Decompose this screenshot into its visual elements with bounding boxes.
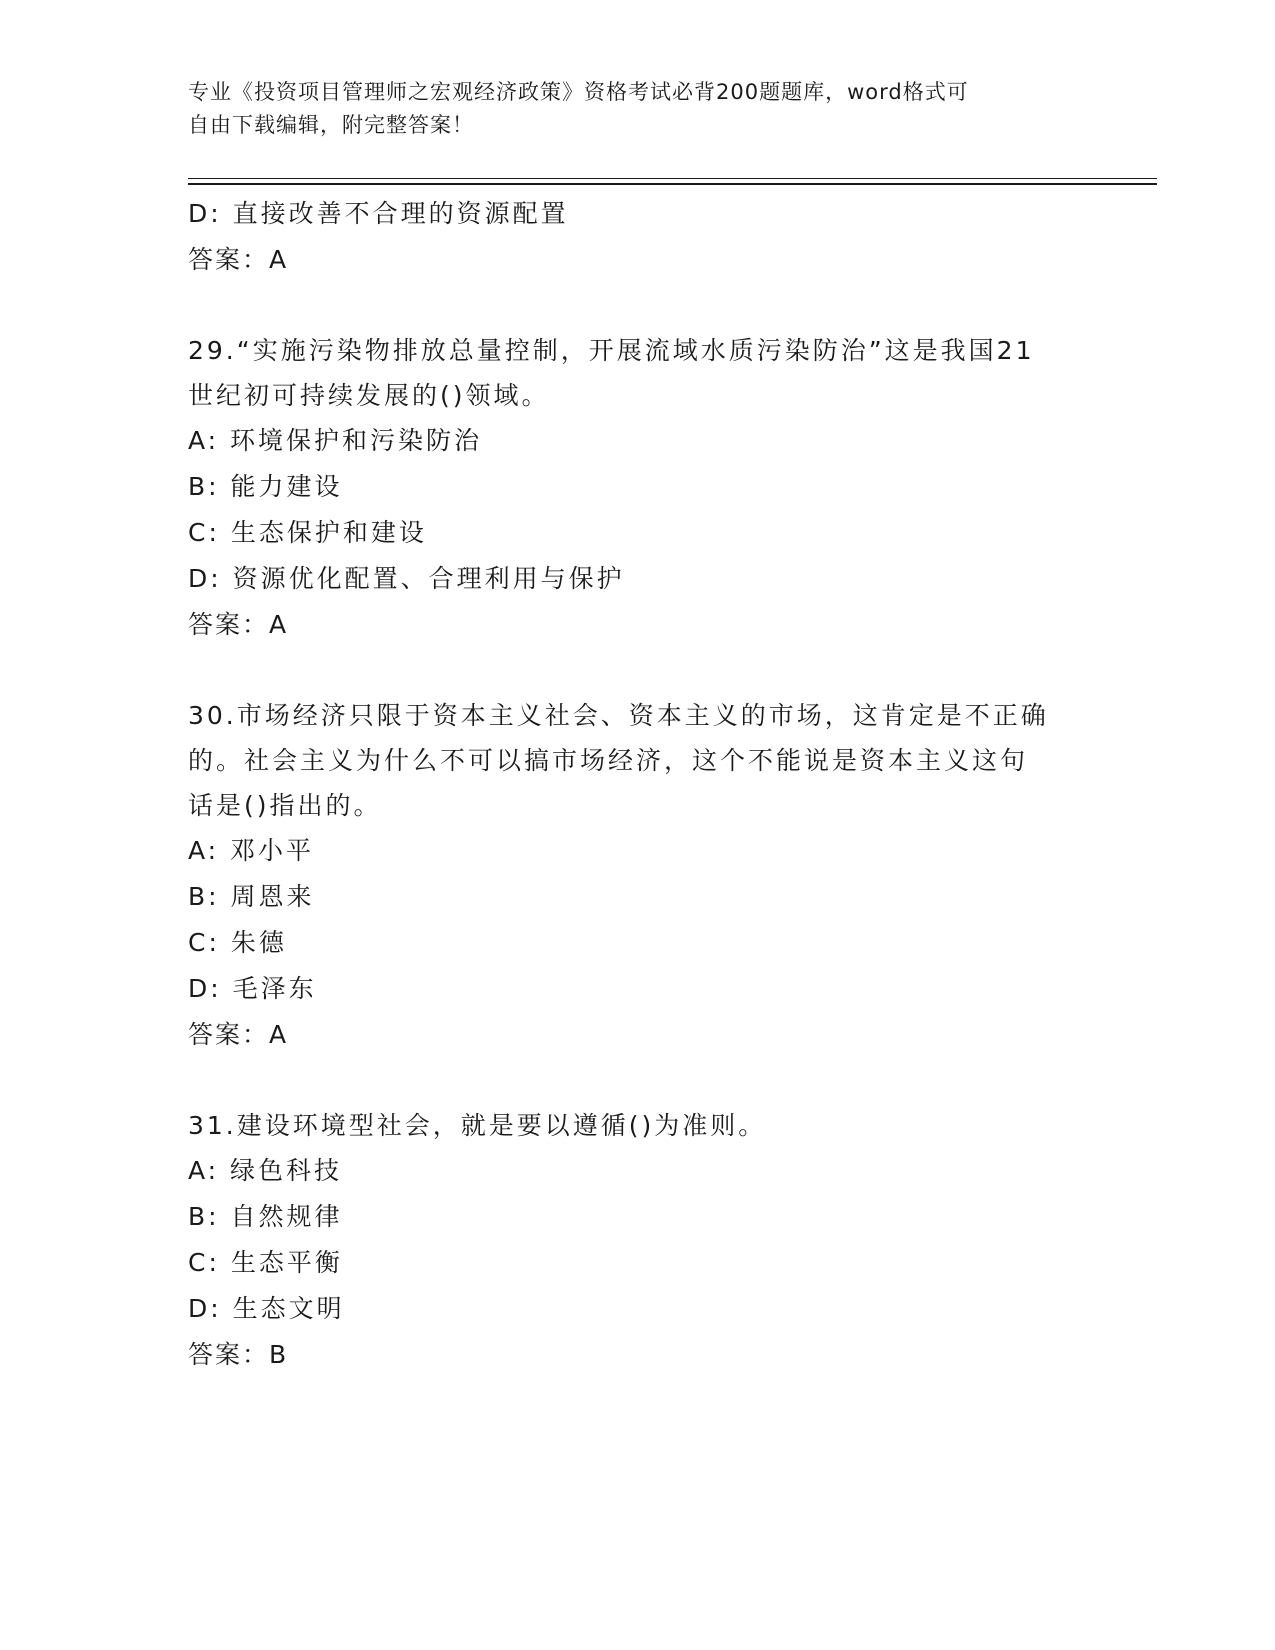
spacer: [188, 283, 1088, 328]
question-29-option-b: B: 能力建设: [188, 472, 343, 501]
question-stem-line: 29.“实施污染物排放总量控制，开展流域水质污染防治”这是我国21: [188, 336, 1035, 365]
question-29: [188, 328, 1088, 648]
question-30-option-b: B: 周恩来: [188, 882, 315, 911]
question-31-option-a: A: 绿色科技: [188, 1156, 343, 1185]
question-29-answer: 答案：A: [188, 610, 289, 639]
question-30-answer: 答案：A: [188, 1020, 289, 1049]
header-divider-thick: [188, 183, 1157, 185]
question-30-option-d: D: 毛泽东: [188, 974, 317, 1003]
question-30-option-c: C: 朱德: [188, 928, 287, 957]
question-31-stem: [188, 1103, 1088, 1148]
header-title-line-1: 专业《投资项目管理师之宏观经济政策》资格考试必背200题题库，word格式可: [188, 80, 969, 104]
question-stem-line: 30.市场经济只限于资本主义社会、资本主义的市场，这肯定是不正确: [188, 701, 1049, 730]
question-31-option-c: C: 生态平衡: [188, 1248, 343, 1277]
question-30: [188, 693, 1088, 1058]
question-31-answer: 答案：B: [188, 1340, 289, 1369]
document-header: [188, 76, 1088, 142]
question-31-option-d: D: 生态文明: [188, 1294, 345, 1323]
header-title-line-2: 自由下载编辑，附完整答案！: [188, 113, 474, 137]
question-29-stem: [188, 328, 1088, 418]
question-29-option-c: C: 生态保护和建设: [188, 518, 427, 547]
question-31: [188, 1103, 1088, 1378]
question-stem-line: 世纪初可持续发展的()领域。: [188, 381, 550, 410]
question-29-option-a: A: 环境保护和污染防治: [188, 426, 483, 455]
question-stem-line: 的。社会主义为什么不可以搞市场经济，这个不能说是资本主义这句: [188, 746, 1029, 775]
question-28-option-d: D: 直接改善不合理的资源配置: [188, 199, 569, 228]
spacer: [188, 648, 1088, 693]
question-stem-line: 31.建设环境型社会，就是要以遵循()为准则。: [188, 1111, 767, 1140]
question-28-answer: 答案：A: [188, 245, 289, 274]
question-30-option-a: A: 邓小平: [188, 836, 315, 865]
question-29-option-d: D: 资源优化配置、合理利用与保护: [188, 564, 625, 593]
question-list: [188, 191, 1088, 1378]
question-28-continued: [188, 191, 1088, 283]
header-divider-thin: [188, 178, 1157, 179]
question-31-option-b: B: 自然规律: [188, 1202, 343, 1231]
question-30-stem: [188, 693, 1088, 828]
question-stem-line: 话是()指出的。: [188, 791, 382, 820]
spacer: [188, 1058, 1088, 1103]
